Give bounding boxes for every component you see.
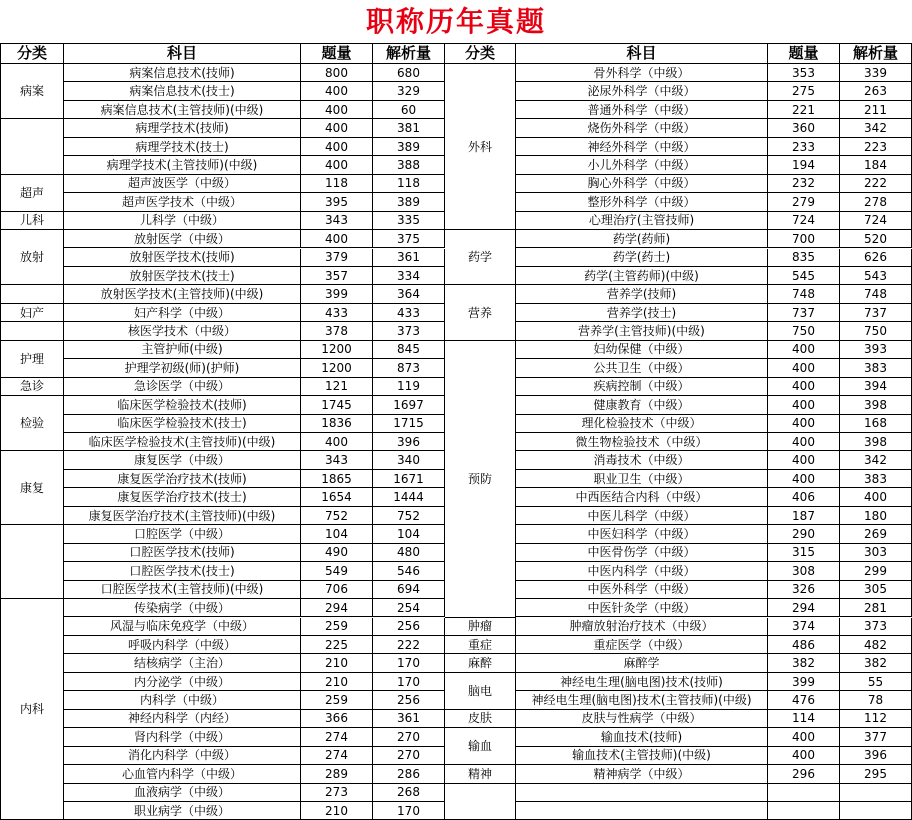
analysis-count-cell: 694 (373, 581, 445, 599)
subject-cell: 妇产科学（中级） (64, 304, 301, 322)
subject-cell: 疾病控制（中级） (516, 378, 768, 396)
question-count-cell: 275 (768, 82, 840, 100)
analysis-count-cell: 873 (373, 359, 445, 377)
question-count-cell: 104 (301, 525, 373, 543)
question-count-cell: 118 (301, 175, 373, 193)
analysis-count-cell: 270 (373, 728, 445, 746)
subject-cell: 超声波医学（中级） (64, 175, 301, 193)
subject-cell: 中西医结合内科（中级） (516, 488, 768, 506)
analysis-count-cell: 382 (840, 654, 912, 672)
question-count-cell: 366 (301, 710, 373, 728)
subject-cell: 心血管内科学（中级） (64, 765, 301, 783)
question-count-cell: 490 (301, 544, 373, 562)
analysis-count-cell: 361 (373, 249, 445, 267)
question-count-cell: 259 (301, 618, 373, 636)
category-cell: 康复 (0, 451, 64, 525)
question-count-cell: 476 (768, 691, 840, 709)
question-count-cell: 400 (768, 433, 840, 451)
analysis-count-cell: 342 (840, 119, 912, 137)
question-count-cell: 549 (301, 562, 373, 580)
category-cell (0, 525, 64, 599)
subject-cell: 口腔医学技术(主管技师)(中级) (64, 581, 301, 599)
analysis-count-cell: 269 (840, 525, 912, 543)
question-count-cell: 406 (768, 488, 840, 506)
subject-cell: 微生物检验技术（中级） (516, 433, 768, 451)
question-count-cell: 294 (301, 599, 373, 617)
subject-cell: 皮肤与性病学（中级） (516, 710, 768, 728)
analysis-count-cell: 389 (373, 138, 445, 156)
category-cell: 麻醉 (445, 654, 516, 672)
analysis-count-cell: 400 (840, 488, 912, 506)
analysis-count-cell: 1697 (373, 396, 445, 414)
category-cell: 内科 (0, 599, 64, 820)
question-count-cell: 274 (301, 747, 373, 765)
analysis-count-cell: 383 (840, 359, 912, 377)
category-cell: 重症 (445, 636, 516, 654)
subject-cell: 康复医学治疗技术(技师) (64, 470, 301, 488)
subject-cell: 内科学（中级） (64, 691, 301, 709)
analysis-count-cell: 60 (373, 101, 445, 119)
category-cell: 超声 (0, 175, 64, 212)
subject-header: 科目 (516, 43, 768, 64)
question-count-cell: 400 (768, 341, 840, 359)
question-count-cell: 273 (301, 784, 373, 802)
subject-cell: 精神病学（中级） (516, 765, 768, 783)
analysis-count-cell: 724 (840, 212, 912, 230)
question-count-cell: 232 (768, 175, 840, 193)
subject-cell: 营养学(技师) (516, 285, 768, 303)
question-count-cell: 400 (301, 101, 373, 119)
subject-cell: 中医内科学（中级） (516, 562, 768, 580)
subject-cell: 中医儿科学（中级） (516, 507, 768, 525)
analysis-count-header: 解析量 (840, 43, 912, 64)
question-count-cell: 233 (768, 138, 840, 156)
question-count-cell: 296 (768, 765, 840, 783)
subject-cell: 临床医学检验技术(主管技师)(中级) (64, 433, 301, 451)
analysis-count-cell: 433 (373, 304, 445, 322)
subject-cell: 病理学技术(技士) (64, 138, 301, 156)
category-cell: 病案 (0, 64, 64, 119)
analysis-count-cell: 119 (373, 378, 445, 396)
question-count-cell: 279 (768, 193, 840, 211)
subject-cell: 消毒技术（中级） (516, 451, 768, 469)
subject-cell: 理化检验技术（中级） (516, 415, 768, 433)
subject-cell: 口腔医学技术(技士) (64, 562, 301, 580)
question-count-cell: 210 (301, 654, 373, 672)
question-count-cell: 289 (301, 765, 373, 783)
question-count-cell: 1200 (301, 341, 373, 359)
question-count-cell: 737 (768, 304, 840, 322)
subject-cell: 肾内科学（中级） (64, 728, 301, 746)
subject-cell (516, 784, 768, 802)
question-count-cell: 752 (301, 507, 373, 525)
subject-cell: 健康教育（中级） (516, 396, 768, 414)
subject-cell: 重症医学（中级） (516, 636, 768, 654)
analysis-count-cell: 373 (373, 322, 445, 340)
analysis-count-cell: 750 (840, 322, 912, 340)
question-count-cell (768, 784, 840, 802)
question-count-cell: 400 (768, 470, 840, 488)
subject-cell: 儿科学（中级） (64, 212, 301, 230)
analysis-count-cell: 256 (373, 618, 445, 636)
analysis-count-cell: 394 (840, 378, 912, 396)
subject-cell: 心理治疗(主管技师) (516, 212, 768, 230)
category-cell: 肿瘤 (445, 618, 516, 636)
analysis-count-cell: 286 (373, 765, 445, 783)
analysis-count-cell: 482 (840, 636, 912, 654)
analysis-count-cell: 396 (373, 433, 445, 451)
category-cell: 精神 (445, 765, 516, 783)
question-count-cell: 326 (768, 581, 840, 599)
subject-cell: 康复医学治疗技术(主管技师)(中级) (64, 507, 301, 525)
question-count-cell: 1865 (301, 470, 373, 488)
question-count-cell: 343 (301, 212, 373, 230)
category-cell (0, 322, 64, 340)
analysis-count-cell: 268 (373, 784, 445, 802)
analysis-count-cell: 278 (840, 193, 912, 211)
subject-cell: 内分泌学（中级） (64, 673, 301, 691)
analysis-count-cell: 104 (373, 525, 445, 543)
subject-header: 科目 (64, 43, 301, 64)
analysis-count-cell: 223 (840, 138, 912, 156)
analysis-count-cell: 222 (373, 636, 445, 654)
question-count-cell: 379 (301, 249, 373, 267)
analysis-count-cell (840, 802, 912, 820)
question-count-cell: 353 (768, 64, 840, 82)
analysis-count-cell: 335 (373, 212, 445, 230)
question-count-cell: 400 (768, 415, 840, 433)
question-count-cell: 210 (301, 802, 373, 820)
analysis-count-cell: 295 (840, 765, 912, 783)
analysis-count-header: 解析量 (373, 43, 445, 64)
question-count-cell: 835 (768, 249, 840, 267)
subject-cell: 神经外科学（中级） (516, 138, 768, 156)
analysis-count-cell: 845 (373, 341, 445, 359)
analysis-count-cell: 170 (373, 654, 445, 672)
subject-cell: 康复医学治疗技术(技士) (64, 488, 301, 506)
subject-cell: 口腔医学技术(技师) (64, 544, 301, 562)
question-count-cell: 400 (768, 747, 840, 765)
question-count-cell: 290 (768, 525, 840, 543)
analysis-count-cell: 339 (840, 64, 912, 82)
subject-cell: 中医妇科学（中级） (516, 525, 768, 543)
question-count-cell: 400 (768, 359, 840, 377)
analysis-count-cell: 396 (840, 747, 912, 765)
analysis-count-cell: 383 (840, 470, 912, 488)
subject-cell: 放射医学技术(技师) (64, 249, 301, 267)
analysis-count-cell: 375 (373, 230, 445, 248)
category-cell: 外科 (445, 64, 516, 230)
question-count-cell: 724 (768, 212, 840, 230)
question-count-cell: 121 (301, 378, 373, 396)
analysis-count-cell: 334 (373, 267, 445, 285)
subject-cell: 药学(主管药师)(中级) (516, 267, 768, 285)
subject-cell: 骨外科学（中级） (516, 64, 768, 82)
question-count-cell: 700 (768, 230, 840, 248)
subject-cell: 烧伤外科学（中级） (516, 119, 768, 137)
analysis-count-cell: 520 (840, 230, 912, 248)
question-count-cell: 400 (768, 451, 840, 469)
question-count-cell: 221 (768, 101, 840, 119)
question-count-cell: 400 (301, 119, 373, 137)
subject-cell: 中医针灸学（中级） (516, 599, 768, 617)
category-cell: 输血 (445, 728, 516, 765)
analysis-count-cell: 168 (840, 415, 912, 433)
subject-cell: 整形外科学（中级） (516, 193, 768, 211)
question-count-cell: 187 (768, 507, 840, 525)
category-header: 分类 (445, 43, 516, 64)
question-count-cell: 343 (301, 451, 373, 469)
subject-cell: 妇幼保健（中级） (516, 341, 768, 359)
subject-cell: 超声医学技术（中级） (64, 193, 301, 211)
subject-cell: 胸心外科学（中级） (516, 175, 768, 193)
analysis-count-cell: 1715 (373, 415, 445, 433)
question-count-cell: 433 (301, 304, 373, 322)
question-count-cell: 374 (768, 618, 840, 636)
analysis-count-cell: 222 (840, 175, 912, 193)
page-title: 职称历年真题 (365, 5, 546, 38)
analysis-count-cell: 388 (373, 156, 445, 174)
subject-cell: 病理学技术(主管技师)(中级) (64, 156, 301, 174)
subject-cell: 普通外科学（中级） (516, 101, 768, 119)
analysis-count-cell: 270 (373, 747, 445, 765)
question-count-cell: 357 (301, 267, 373, 285)
question-count-cell: 400 (301, 156, 373, 174)
question-count-cell: 748 (768, 285, 840, 303)
question-count-cell: 750 (768, 322, 840, 340)
analysis-count-cell: 256 (373, 691, 445, 709)
question-count-cell: 800 (301, 64, 373, 82)
analysis-count-cell: 680 (373, 64, 445, 82)
subject-cell (516, 802, 768, 820)
analysis-count-cell: 305 (840, 581, 912, 599)
analysis-count-cell: 361 (373, 710, 445, 728)
subject-cell: 放射医学技术(主管技师)(中级) (64, 285, 301, 303)
subject-cell: 病案信息技术(主管技师)(中级) (64, 101, 301, 119)
category-cell: 药学 (445, 230, 516, 285)
analysis-count-cell: 78 (840, 691, 912, 709)
subject-cell: 输血技术(技师) (516, 728, 768, 746)
analysis-count-cell: 342 (840, 451, 912, 469)
question-count-cell: 706 (301, 581, 373, 599)
subject-cell: 护理学初级(师)(护师) (64, 359, 301, 377)
subject-cell: 麻醉学 (516, 654, 768, 672)
subject-cell: 公共卫生（中级） (516, 359, 768, 377)
subject-cell: 肿瘤放射治疗技术（中级） (516, 618, 768, 636)
question-count-header: 题量 (301, 43, 373, 64)
question-count-cell: 400 (301, 230, 373, 248)
question-count-cell: 400 (301, 433, 373, 451)
analysis-count-cell: 55 (840, 673, 912, 691)
analysis-count-cell: 254 (373, 599, 445, 617)
question-count-cell: 400 (768, 396, 840, 414)
subject-cell: 药学(药士) (516, 249, 768, 267)
question-count-cell: 315 (768, 544, 840, 562)
question-count-cell: 225 (301, 636, 373, 654)
subject-cell: 放射医学（中级） (64, 230, 301, 248)
analysis-count-cell: 1671 (373, 470, 445, 488)
question-count-cell: 1745 (301, 396, 373, 414)
question-count-cell: 1200 (301, 359, 373, 377)
subject-cell: 康复医学（中级） (64, 451, 301, 469)
category-cell: 检验 (0, 396, 64, 451)
question-count-cell: 400 (301, 138, 373, 156)
subject-cell: 风湿与临床免疫学（中级） (64, 618, 301, 636)
subject-cell: 血液病学（中级） (64, 784, 301, 802)
analysis-count-cell: 381 (373, 119, 445, 137)
category-cell (445, 784, 516, 820)
subject-cell: 职业病学（中级） (64, 802, 301, 820)
subject-cell: 呼吸内科学（中级） (64, 636, 301, 654)
question-count-cell: 400 (301, 82, 373, 100)
question-count-cell: 400 (768, 378, 840, 396)
question-count-cell: 360 (768, 119, 840, 137)
analysis-count-cell: 281 (840, 599, 912, 617)
subject-cell: 病案信息技术(技士) (64, 82, 301, 100)
question-count-cell: 1836 (301, 415, 373, 433)
question-count-cell: 399 (768, 673, 840, 691)
question-count-cell: 210 (301, 673, 373, 691)
category-cell: 儿科 (0, 212, 64, 230)
subject-cell: 放射医学技术(技士) (64, 267, 301, 285)
subject-cell: 营养学(主管技师)(中级) (516, 322, 768, 340)
analysis-count-cell: 112 (840, 710, 912, 728)
subject-cell: 临床医学检验技术(技师) (64, 396, 301, 414)
subject-cell: 神经内科学（内经） (64, 710, 301, 728)
subject-cell: 口腔医学（中级） (64, 525, 301, 543)
analysis-count-cell: 211 (840, 101, 912, 119)
subject-cell: 泌尿外科学（中级） (516, 82, 768, 100)
analysis-count-cell: 303 (840, 544, 912, 562)
subject-cell: 传染病学（中级） (64, 599, 301, 617)
analysis-count-cell: 752 (373, 507, 445, 525)
question-count-cell: 486 (768, 636, 840, 654)
question-count-header: 题量 (768, 43, 840, 64)
question-count-cell (768, 802, 840, 820)
category-cell: 脑电 (445, 673, 516, 710)
subject-cell: 病案信息技术(技师) (64, 64, 301, 82)
subject-cell: 临床医学检验技术(技士) (64, 415, 301, 433)
analysis-count-cell: 170 (373, 673, 445, 691)
subject-cell: 急诊医学（中级） (64, 378, 301, 396)
question-count-cell: 378 (301, 322, 373, 340)
question-count-cell: 400 (768, 728, 840, 746)
subject-cell: 病理学技术(技师) (64, 119, 301, 137)
analysis-count-cell: 398 (840, 433, 912, 451)
question-count-cell: 294 (768, 599, 840, 617)
question-count-cell: 308 (768, 562, 840, 580)
question-count-cell: 399 (301, 285, 373, 303)
analysis-count-cell: 398 (840, 396, 912, 414)
analysis-count-cell: 748 (840, 285, 912, 303)
question-count-cell: 1654 (301, 488, 373, 506)
subject-cell: 小儿外科学（中级） (516, 156, 768, 174)
analysis-count-cell: 480 (373, 544, 445, 562)
subject-cell: 消化内科学（中级） (64, 747, 301, 765)
category-cell: 妇产 (0, 304, 64, 322)
question-count-cell: 114 (768, 710, 840, 728)
question-count-cell: 274 (301, 728, 373, 746)
subject-cell: 营养学(技士) (516, 304, 768, 322)
subject-cell: 主管护师(中级) (64, 341, 301, 359)
analysis-count-cell: 170 (373, 802, 445, 820)
analysis-count-cell: 118 (373, 175, 445, 193)
analysis-count-cell: 1444 (373, 488, 445, 506)
analysis-count-cell: 299 (840, 562, 912, 580)
question-count-cell: 194 (768, 156, 840, 174)
subject-cell: 核医学技术（中级） (64, 322, 301, 340)
subject-cell: 神经电生理(脑电图)技术(技师) (516, 673, 768, 691)
subject-cell: 输血技术(主管技师)(中级) (516, 747, 768, 765)
subject-cell: 中医外科学（中级） (516, 581, 768, 599)
subject-cell: 药学(药师) (516, 230, 768, 248)
analysis-count-cell: 373 (840, 618, 912, 636)
category-cell (0, 119, 64, 174)
question-count-cell: 395 (301, 193, 373, 211)
category-cell (0, 285, 64, 303)
analysis-count-cell (840, 784, 912, 802)
question-count-cell: 259 (301, 691, 373, 709)
category-cell: 皮肤 (445, 710, 516, 728)
analysis-count-cell: 329 (373, 82, 445, 100)
category-cell: 急诊 (0, 378, 64, 396)
subject-cell: 结核病学（主治） (64, 654, 301, 672)
question-count-cell: 545 (768, 267, 840, 285)
subject-cell: 神经电生理(脑电图)技术(主管技师)(中级) (516, 691, 768, 709)
analysis-count-cell: 543 (840, 267, 912, 285)
analysis-count-cell: 389 (373, 193, 445, 211)
subject-cell: 中医骨伤学（中级） (516, 544, 768, 562)
analysis-count-cell: 184 (840, 156, 912, 174)
category-cell: 护理 (0, 341, 64, 378)
category-header: 分类 (0, 43, 64, 64)
analysis-count-cell: 340 (373, 451, 445, 469)
analysis-count-cell: 377 (840, 728, 912, 746)
category-cell: 预防 (445, 341, 516, 618)
analysis-count-cell: 737 (840, 304, 912, 322)
category-cell: 放射 (0, 230, 64, 285)
question-count-cell: 382 (768, 654, 840, 672)
analysis-count-cell: 263 (840, 82, 912, 100)
subject-cell: 职业卫生（中级） (516, 470, 768, 488)
analysis-count-cell: 180 (840, 507, 912, 525)
analysis-count-cell: 546 (373, 562, 445, 580)
analysis-count-cell: 626 (840, 249, 912, 267)
exam-table (0, 43, 912, 817)
analysis-count-cell: 364 (373, 285, 445, 303)
category-cell: 营养 (445, 285, 516, 340)
analysis-count-cell: 393 (840, 341, 912, 359)
